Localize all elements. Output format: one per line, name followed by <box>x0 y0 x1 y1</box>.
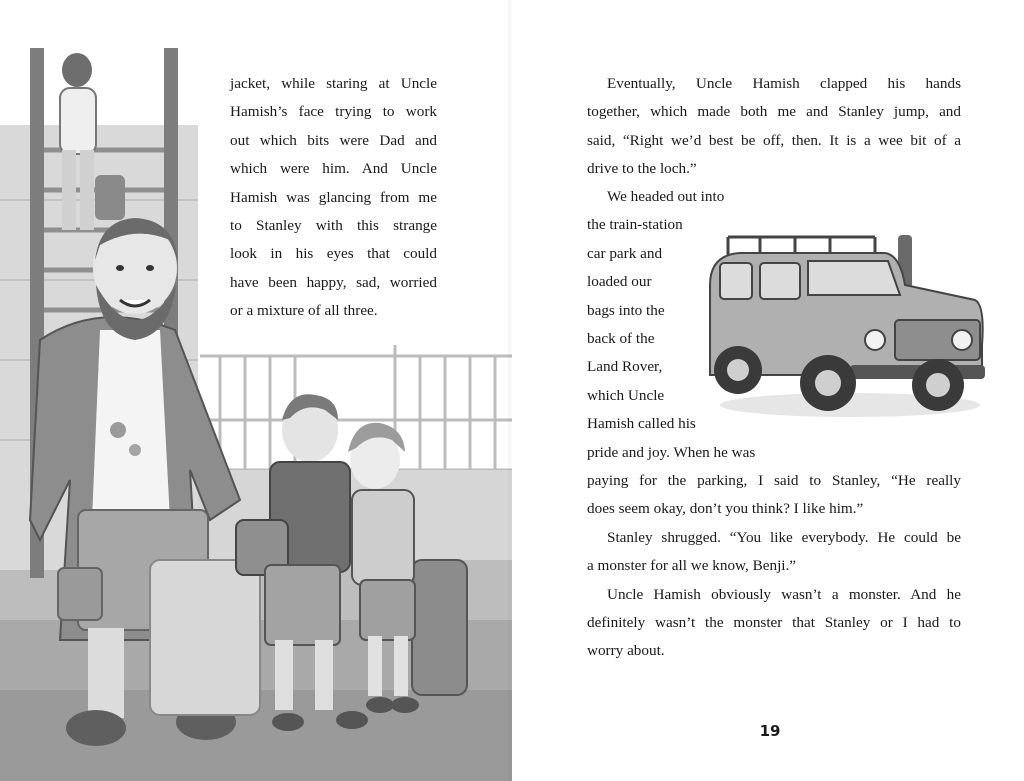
text-line: Hamish was glancing from me <box>230 188 437 206</box>
text-line: to Stanley with this strange <box>230 217 437 235</box>
text-line: drive to the loch.” <box>587 160 697 178</box>
text-line: worry about. <box>587 642 665 660</box>
paragraph-1 <box>587 70 961 184</box>
text-line: car park and <box>587 244 663 262</box>
text-line: Hamish’s face trying to work <box>230 103 437 121</box>
suitcase <box>412 560 467 695</box>
text-line: back of the <box>587 330 655 348</box>
text-line: definitely wasn’t the monster that Stanley or I had to <box>587 614 961 632</box>
text-line: Land Rover, <box>587 358 663 376</box>
text-line: paying for the parking, I said to Stanley, “He really <box>587 472 961 489</box>
land-rover-illustration <box>700 225 990 425</box>
text-line: Hamish called his <box>587 415 696 433</box>
text-line: pride and joy. When he was <box>587 443 756 461</box>
text-line: bags into the <box>587 301 665 319</box>
paragraphs-2-to-4 <box>587 467 961 666</box>
text-line: Eventually, Uncle Hamish clapped his hands <box>607 75 961 92</box>
text-line: the train-station <box>587 216 683 234</box>
text-line: out which bits were Dad and <box>230 131 437 149</box>
text-line: a monster for all we know, Benji.” <box>587 557 797 575</box>
text-line: Stanley shrugged. “You like everybody. He could be <box>607 528 961 546</box>
text-line: said, “Right we’d best be off, then. It is a wee bit of a <box>587 131 961 149</box>
text-line: which were him. And Uncle <box>230 160 437 178</box>
page-number: 19 <box>759 722 781 740</box>
text-line: look in his eyes that could <box>230 245 437 263</box>
text-line: We headed out into <box>607 188 725 205</box>
left-page-text <box>230 70 437 326</box>
text-line: jacket, while staring at Uncle <box>230 75 437 92</box>
text-line: have been happy, sad, worried <box>230 273 437 291</box>
text-line: or a mixture of all three. <box>230 302 378 320</box>
text-line: loaded our <box>587 273 652 291</box>
text-line: which Uncle <box>587 386 665 404</box>
text-line: does seem okay, don’t you think? I like him.” <box>587 500 864 518</box>
suitcase <box>150 560 260 715</box>
text-line: together, which made both me and Stanley jump, and <box>587 103 961 121</box>
text-line: Uncle Hamish obviously wasn’t a monster. And he <box>607 585 961 603</box>
